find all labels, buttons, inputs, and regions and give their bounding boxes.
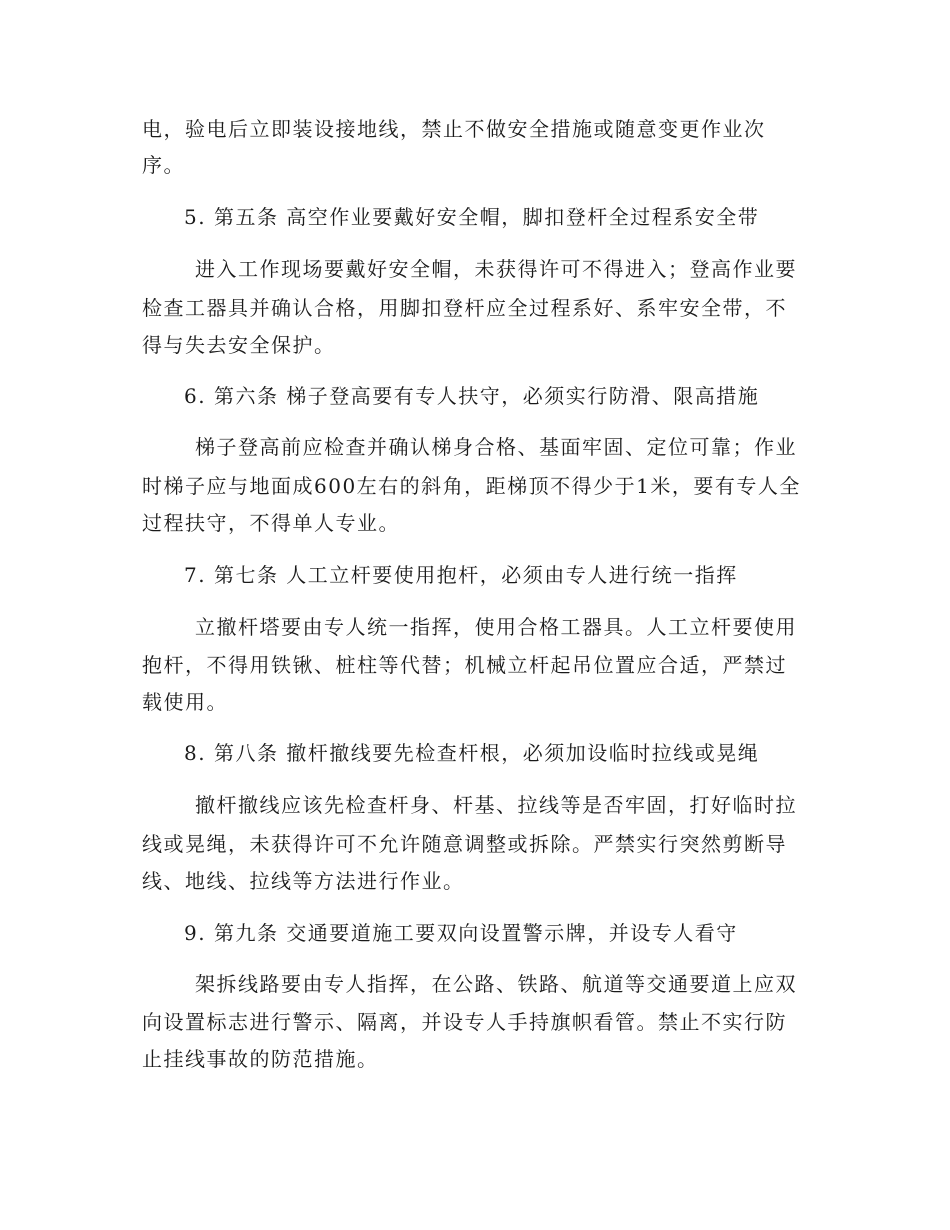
section-8-heading: 8. 第八条 撤杆撤线要先检查杆根，必须加设临时拉线或晃绳 [184,741,760,765]
section-8-line-2: 线或晃绳，未获得许可不允许随意调整或拆除。严禁实行突然剪断导 [142,832,787,856]
section-9-line-1: 架拆线路要由专人指挥，在公路、铁路、航道等交通要道上应双 [195,972,797,996]
section-5-line-3: 得与失去安全保护。 [142,333,336,357]
section-5-heading: 5. 第五条 高空作业要戴好安全帽，脚扣登杆全过程系安全带 [184,205,760,229]
section-7-line-1: 立撤杆塔要由专人统一指挥，使用合格工器具。人工立杆要使用 [195,615,797,639]
section-5-line-1: 进入工作现场要戴好安全帽，未获得许可不得进入；登高作业要 [195,257,797,281]
continuation-line-2: 序。 [142,153,185,177]
section-6-heading: 6. 第六条 梯子登高要有专人扶守，必须实行防滑、限高措施 [184,384,760,408]
section-9-line-3: 止挂线事故的防范措施。 [142,1047,379,1071]
section-8-line-3: 线、地线、拉线等方法进行作业。 [142,869,465,893]
continuation-line-1: 电，验电后立即装设接地线，禁止不做安全措施或随意变更作业次 [142,117,766,141]
section-6-line-3: 过程扶守，不得单人专业。 [142,511,400,535]
section-9-line-2: 向设置标志进行警示、隔离，并设专人手持旗帜看管。禁止不实行防 [142,1010,787,1034]
section-7-heading: 7. 第七条 人工立杆要使用抱杆，必须由专人进行统一指挥 [184,563,738,587]
section-8-line-1: 撤杆撤线应该先检查杆身、杆基、拉线等是否牢固，打好临时拉 [195,793,797,817]
section-7-line-2: 抱杆，不得用铁锹、桩柱等代替；机械立杆起吊位置应合适，严禁过 [142,653,787,677]
section-7-line-3: 载使用。 [142,690,228,714]
section-9-heading: 9. 第九条 交通要道施工要双向设置警示牌，并设专人看守 [184,921,738,945]
section-6-line-2: 时梯子应与地面成600左右的斜角，距梯顶不得少于1米，要有专人全 [142,474,801,498]
section-5-line-2: 检查工器具并确认合格，用脚扣登杆应全过程系好、系牢安全带，不 [142,296,787,320]
section-6-line-1: 梯子登高前应检查并确认梯身合格、基面牢固、定位可靠；作业 [195,435,797,459]
